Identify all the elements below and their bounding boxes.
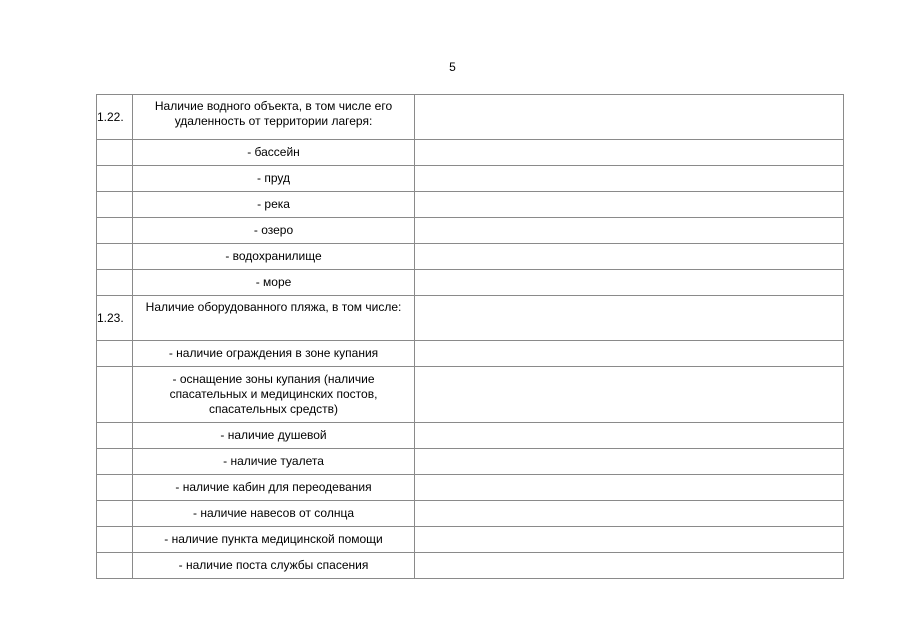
row-item: - бассейн [133,140,415,166]
row-item: - наличие ограждения в зоне купания [133,341,415,367]
row-item: - море [133,270,415,296]
table-row [97,166,844,192]
value-cell[interactable] [415,270,844,296]
row-item: - оснащение зоны купания (наличие спасательных и медицинских постов, спасательных средств) [133,367,415,423]
value-cell[interactable] [415,475,844,501]
row-number [97,553,133,579]
row-number [97,449,133,475]
table-row [97,140,844,166]
row-number [97,527,133,553]
table-row [97,501,844,527]
row-number [97,367,133,423]
row-item: - наличие поста службы спасения [133,553,415,579]
row-number: 1.22. [97,95,133,140]
value-cell[interactable] [415,341,844,367]
row-number [97,501,133,527]
row-item: - водохранилище [133,244,415,270]
value-cell[interactable] [415,296,844,341]
row-item: - наличие туалета [133,449,415,475]
row-title: Наличие оборудованного пляжа, в том числе: [133,296,415,341]
table-row [97,423,844,449]
value-cell[interactable] [415,449,844,475]
row-number [97,341,133,367]
row-item: - пруд [133,166,415,192]
row-item: - наличие душевой [133,423,415,449]
table-row [97,527,844,553]
row-number [97,244,133,270]
table-row [97,341,844,367]
value-cell[interactable] [415,95,844,140]
table-row [97,553,844,579]
table-row [97,218,844,244]
row-number [97,166,133,192]
row-number: 1.23. [97,296,133,341]
value-cell[interactable] [415,423,844,449]
table-row [97,95,844,140]
table-row [97,296,844,341]
row-number [97,140,133,166]
value-cell[interactable] [415,244,844,270]
table-row [97,367,844,423]
water-objects-table [96,94,844,579]
row-item: - наличие пункта медицинской помощи [133,527,415,553]
value-cell[interactable] [415,218,844,244]
row-number [97,270,133,296]
value-cell[interactable] [415,367,844,423]
row-number [97,218,133,244]
row-item: - наличие навесов от солнца [133,501,415,527]
row-number [97,423,133,449]
value-cell[interactable] [415,192,844,218]
row-item: - наличие кабин для переодевания [133,475,415,501]
value-cell[interactable] [415,527,844,553]
table-row [97,449,844,475]
value-cell[interactable] [415,553,844,579]
row-item: - река [133,192,415,218]
table-row [97,270,844,296]
row-number [97,475,133,501]
row-title: Наличие водного объекта, в том числе его удаленность от территории лагеря: [133,95,415,140]
row-item: - озеро [133,218,415,244]
value-cell[interactable] [415,140,844,166]
table-row [97,244,844,270]
value-cell[interactable] [415,166,844,192]
row-number [97,192,133,218]
table-row [97,475,844,501]
page-number: 5 [449,60,456,74]
value-cell[interactable] [415,501,844,527]
table-row [97,192,844,218]
